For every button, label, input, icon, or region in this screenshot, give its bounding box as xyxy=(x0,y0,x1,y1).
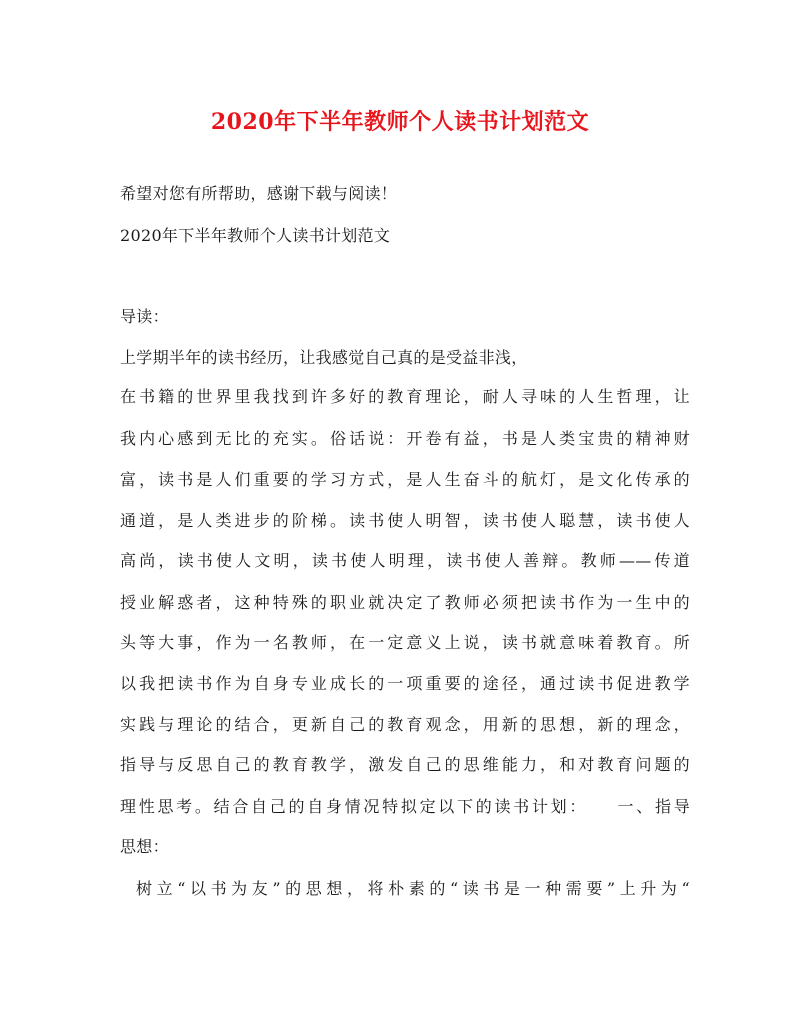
intro-heading: 导读： xyxy=(120,307,169,326)
body-line: 通道，是人类进步的阶梯。读书使人明智，读书使人聪慧，读书使人 xyxy=(120,511,690,530)
subtitle-line: 2020年下半年教师个人读书计划范文 xyxy=(120,226,391,245)
body-line: 实践与理论的结合，更新自己的教育观念，用新的思想，新的理念， xyxy=(120,715,690,734)
document-title: 2020年下半年教师个人读书计划范文 xyxy=(210,109,590,135)
body-line: 富，读书是人们重要的学习方式，是人生奋斗的航灯，是文化传承的 xyxy=(120,470,690,489)
body-line: 思想： xyxy=(120,837,169,856)
body-line: 指导与反思自己的教育教学，激发自己的思维能力，和对教育问题的 xyxy=(120,755,690,774)
body-line: 上学期半年的读书经历，让我感觉自己真的是受益非浅， xyxy=(120,348,528,367)
body-line: 树立“以书为友”的思想，将朴素的“读书是一种需要”上升为“ xyxy=(136,879,690,898)
body-line: 以我把读书作为自身专业成长的一项重要的途径，通过读书促进教学 xyxy=(120,674,690,693)
body-line: 在书籍的世界里我找到许多好的教育理论，耐人寻味的人生哲理，让 xyxy=(120,387,690,406)
body-line: 授业解惑者，这种特殊的职业就决定了教师必须把读书作为一生中的 xyxy=(120,593,690,612)
body-line: 我内心感到无比的充实。俗话说：开卷有益，书是人类宝贵的精神财 xyxy=(120,429,690,448)
body-line: 理性思考。结合自己的自身情况特拟定以下的读书计划： 一、指导 xyxy=(120,797,690,816)
body-line: 高尚，读书使人文明，读书使人明理，读书使人善辩。教师——传道 xyxy=(120,551,690,570)
greeting-line: 希望对您有所帮助，感谢下载与阅读！ xyxy=(120,184,398,203)
body-line: 头等大事，作为一名教师，在一定意义上说，读书就意味着教育。所 xyxy=(120,633,690,652)
